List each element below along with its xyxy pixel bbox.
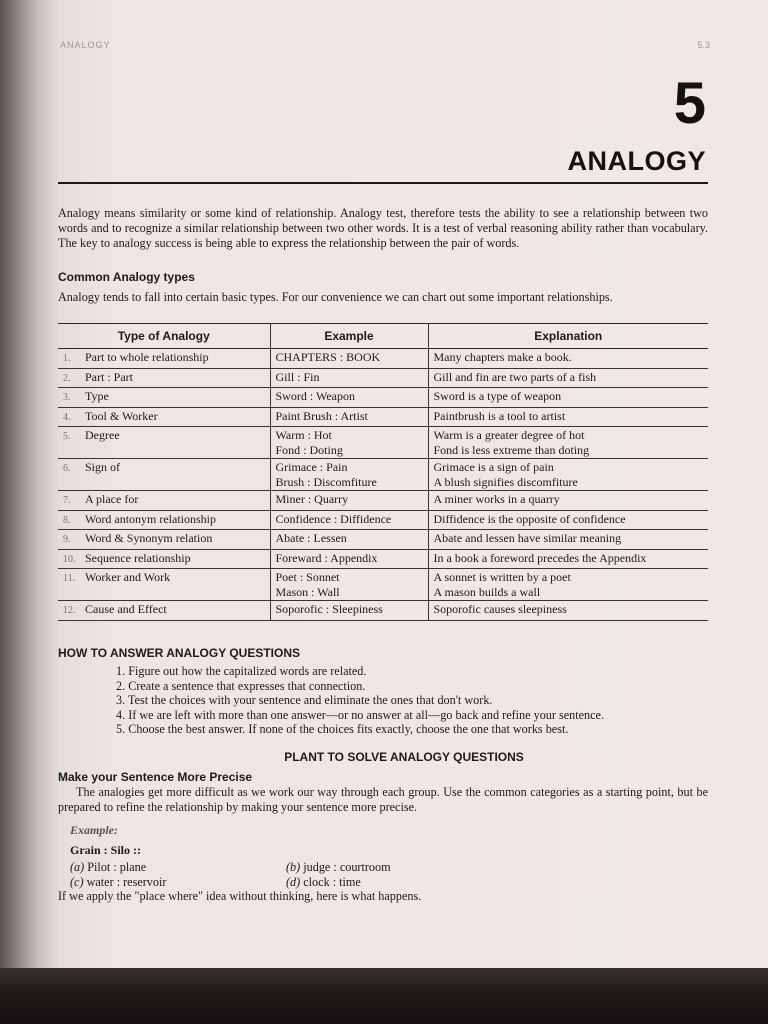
row-number: 4. — [63, 411, 71, 423]
intro-paragraph: Analogy means similarity or some kind of relationship. Analogy test, therefore tests the ability to see a relationship between two words and to recognize a similar relationship between two other words. It is a test of verbal reasoning ability rather than vocabulary. The key to analogy success is being able to express the relationship between the pair of words. — [58, 206, 708, 251]
choice-b: (b) judge : courtroom — [286, 860, 391, 874]
type-label: A place for — [85, 492, 139, 506]
type-label: Part : Part — [85, 369, 133, 384]
example-line: Paint Brush : Artist — [275, 408, 368, 423]
cell-type — [58, 388, 270, 408]
example-line: Fond : Doting — [275, 442, 343, 457]
cell-explanation — [428, 349, 708, 369]
example-line: Warm : Hot — [275, 428, 332, 442]
type-label: Worker and Work — [85, 570, 171, 584]
types-heading: Common Analogy types — [58, 270, 195, 284]
explanation-line: Diffidence is the opposite of confidence — [433, 511, 626, 526]
cell-type — [58, 601, 270, 621]
answer-step: 5. Choose the best answer. If none of the choices fits exactly, choose the one that works best. — [116, 722, 569, 737]
explanation-line: Gill and fin are two parts of a fish — [433, 369, 597, 384]
cell-example — [270, 530, 428, 550]
chapter-number: 5 — [673, 71, 706, 136]
cell-example — [270, 549, 428, 569]
cell-type — [58, 491, 270, 511]
type-label: Sequence relationship — [85, 550, 191, 565]
example-line: Poet : Sonnet — [275, 570, 340, 584]
table-row — [58, 368, 708, 388]
explanation-line: A sonnet is written by a poet — [433, 570, 571, 584]
cell-type — [58, 569, 270, 601]
table-row — [58, 530, 708, 550]
row-number: 1. — [63, 353, 71, 364]
explanation-line: A miner works in a quarry — [433, 492, 560, 506]
table-row — [58, 427, 708, 459]
header-example: Example — [270, 324, 428, 349]
explanation-line: A mason builds a wall — [433, 584, 541, 599]
row-number: 5. — [63, 431, 71, 442]
header-type: Type of Analogy — [58, 324, 270, 349]
cell-example — [270, 407, 428, 427]
types-intro: Analogy tends to fall into certain basic types. For our convenience we can chart out some important relationships. — [58, 290, 613, 304]
cell-example — [270, 368, 428, 388]
cell-explanation — [428, 459, 708, 491]
answer-steps-list — [58, 664, 718, 737]
choice-d: (d) clock : time — [286, 875, 361, 889]
cell-explanation — [428, 388, 708, 408]
cell-explanation — [428, 368, 708, 388]
choice-c: (c) water : reservoir — [70, 875, 167, 889]
explanation-line: Abate and lessen have similar meaning — [433, 531, 622, 545]
closing-sentence: If we apply the "place where" idea without thinking, here is what happens. — [58, 889, 422, 903]
plant-heading: PLANT TO SOLVE ANALOGY QUESTIONS — [284, 750, 524, 764]
cell-example — [270, 388, 428, 408]
cell-explanation — [428, 601, 708, 621]
row-number: 7. — [63, 495, 71, 506]
type-label: Degree — [85, 428, 120, 442]
analogy-types-table — [58, 323, 708, 621]
cell-explanation — [428, 530, 708, 550]
answer-step: 2. Create a sentence that expresses that connection. — [116, 678, 366, 693]
table-row — [58, 549, 708, 569]
cell-example — [270, 349, 428, 369]
title-rule — [58, 182, 708, 184]
running-header-left: ANALOGY — [60, 40, 111, 50]
answer-step: 1. Figure out how the capitalized words are related. — [116, 664, 367, 678]
type-label: Word antonym relationship — [85, 511, 217, 526]
explanation-line: Warm is a greater degree of hot — [433, 428, 585, 442]
table-row — [58, 459, 708, 491]
table-row — [58, 491, 708, 511]
header-explanation: Explanation — [428, 324, 708, 349]
example-line: Grimace : Pain — [275, 460, 348, 474]
example-line: Soporofic : Sleepiness — [275, 602, 383, 616]
cell-type — [58, 427, 270, 459]
choice-a: (a) Pilot : plane — [70, 860, 147, 874]
cell-type — [58, 510, 270, 530]
cell-type — [58, 530, 270, 550]
explanation-line: Many chapters make a book. — [433, 350, 572, 364]
type-label: Sign of — [85, 460, 121, 474]
row-number: 10. — [63, 553, 76, 565]
cell-explanation — [428, 569, 708, 601]
answer-step: 3. Test the choices with your sentence and eliminate the ones that don't work. — [116, 693, 493, 708]
answer-step: 4. If we are left with more than one answer—or no answer at all—go back and refine your sentence. — [116, 707, 604, 722]
row-number: 9. — [63, 534, 71, 545]
example-label: Example: — [70, 823, 118, 837]
type-label: Tool & Worker — [85, 408, 158, 423]
example-line: Confidence : Diffidence — [275, 511, 392, 526]
cell-type — [58, 459, 270, 491]
explanation-line: Sword is a type of weapon — [433, 389, 562, 403]
example-line: Abate : Lessen — [275, 531, 347, 545]
cell-type — [58, 549, 270, 569]
example-question: Grain : Silo :: — [70, 843, 141, 857]
row-number: 3. — [63, 392, 71, 403]
chapter-title: ANALOGY — [567, 146, 706, 176]
cell-type — [58, 368, 270, 388]
cell-example — [270, 510, 428, 530]
type-label: Cause and Effect — [85, 602, 167, 616]
example-line: Miner : Quarry — [275, 492, 349, 506]
cell-explanation — [428, 407, 708, 427]
row-number: 6. — [63, 463, 71, 474]
table-row — [58, 349, 708, 369]
table-header-row — [58, 324, 708, 349]
cell-type — [58, 407, 270, 427]
example-line: Brush : Discomfiture — [275, 474, 377, 489]
table-row — [58, 388, 708, 408]
explanation-line: Fond is less extreme than doting — [433, 442, 590, 457]
table-row — [58, 510, 708, 530]
row-number: 2. — [63, 372, 71, 384]
table-row — [58, 407, 708, 427]
book-gutter-shadow — [0, 968, 768, 1024]
table-row — [58, 601, 708, 621]
cell-example — [270, 601, 428, 621]
example-line: Gill : Fin — [275, 369, 320, 384]
cell-explanation — [428, 491, 708, 511]
cell-example — [270, 459, 428, 491]
cell-explanation — [428, 427, 708, 459]
type-label: Word & Synonym relation — [85, 531, 213, 545]
row-number: 12. — [63, 605, 76, 616]
type-label: Part to whole relationship — [85, 350, 209, 364]
cell-type — [58, 349, 270, 369]
table-row — [58, 569, 708, 601]
row-number: 8. — [63, 514, 71, 526]
explanation-line: In a book a foreword precedes the Appendix — [433, 550, 647, 565]
row-number: 11. — [63, 573, 76, 584]
answer-heading: HOW TO ANSWER ANALOGY QUESTIONS — [58, 646, 301, 660]
example-line: Foreward : Appendix — [275, 550, 378, 565]
explanation-line: Grimace is a sign of pain — [433, 460, 554, 474]
cell-example — [270, 491, 428, 511]
precise-heading: Make your Sentence More Precise — [58, 770, 253, 784]
explanation-line: Paintbrush is a tool to artist — [433, 408, 566, 423]
precise-paragraph: The analogies get more difficult as we work our way through each group. Use the common categories as a starting point, but be prepared to refine the relationship by making your sentence more precise. — [58, 785, 708, 814]
running-header — [60, 40, 710, 52]
explanation-line: A blush signifies discomfiture — [433, 474, 578, 489]
example-line: Mason : Wall — [275, 584, 340, 599]
cell-explanation — [428, 510, 708, 530]
type-label: Type — [85, 389, 109, 403]
cell-example — [270, 427, 428, 459]
page-number: 5.3 — [697, 40, 710, 50]
table-body — [58, 349, 708, 621]
example-line: Sword : Weapon — [275, 389, 355, 403]
example-line: CHAPTERS : BOOK — [275, 350, 381, 364]
explanation-line: Soporofic causes sleepiness — [433, 602, 567, 616]
cell-explanation — [428, 549, 708, 569]
cell-example — [270, 569, 428, 601]
